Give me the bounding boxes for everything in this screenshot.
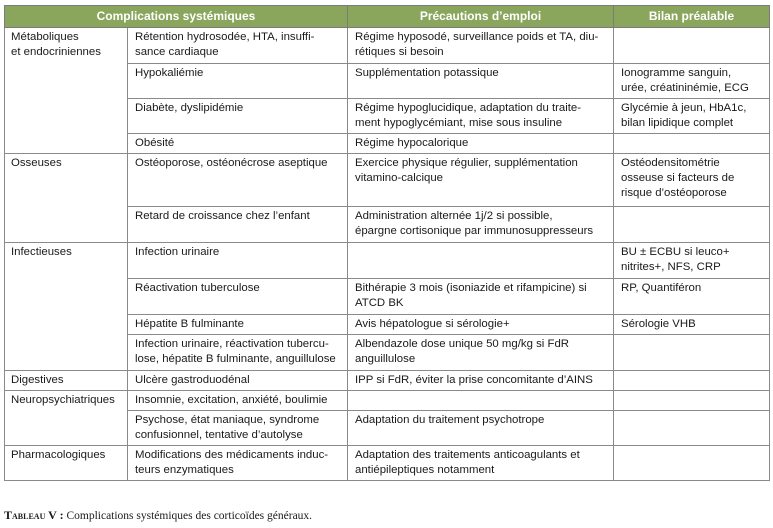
precaution-cell: Régime hypoglucidique, adaptation du traite- ment hypoglycémiant, mise sous insuline xyxy=(348,99,614,134)
precaution-cell: Régime hyposodé, surveillance poids et TA, diu- rétiques si besoin xyxy=(348,28,614,64)
complications-table xyxy=(4,5,770,481)
precaution-cell: Avis hépatologue si sérologie+ xyxy=(348,315,614,335)
bilan-cell xyxy=(614,134,770,154)
category-cell: Pharmacologiques xyxy=(5,446,128,481)
table-row xyxy=(5,243,770,279)
table-body xyxy=(5,28,770,481)
precaution-cell: Adaptation des traitements anticoagulants et antiépileptiques notamment xyxy=(348,446,614,481)
bilan-cell xyxy=(614,28,770,64)
category-cell: Osseuses xyxy=(5,154,128,243)
complication-cell: Modifications des médicaments induc- teurs enzymatiques xyxy=(128,446,348,481)
bilan-cell xyxy=(614,446,770,481)
bilan-cell xyxy=(614,335,770,371)
table-row xyxy=(5,154,770,207)
bilan-cell: RP, Quantiféron xyxy=(614,279,770,315)
precaution-cell xyxy=(348,243,614,279)
bilan-cell xyxy=(614,391,770,411)
complication-cell: Hypokaliémie xyxy=(128,64,348,99)
bilan-cell xyxy=(614,207,770,243)
complication-cell: Hépatite B fulminante xyxy=(128,315,348,335)
bilan-cell: Ionogramme sanguin, urée, créatininémie, ECG xyxy=(614,64,770,99)
bilan-cell: BU ± ECBU si leuco+ nitrites+, NFS, CRP xyxy=(614,243,770,279)
bilan-cell xyxy=(614,371,770,391)
precaution-cell: Albendazole dose unique 50 mg/kg si FdR anguillulose xyxy=(348,335,614,371)
precaution-cell: Supplémentation potassique xyxy=(348,64,614,99)
precaution-cell: Exercice physique régulier, supplémentation vitamino-calcique xyxy=(348,154,614,207)
bilan-cell xyxy=(614,411,770,446)
complication-cell: Obésité xyxy=(128,134,348,154)
table-row xyxy=(5,391,770,411)
complication-cell: Insomnie, excitation, anxiété, boulimie xyxy=(128,391,348,411)
complication-cell: Infection urinaire xyxy=(128,243,348,279)
bilan-cell: Sérologie VHB xyxy=(614,315,770,335)
table-row xyxy=(5,446,770,481)
precaution-cell: Administration alternée 1j/2 si possible, épargne cortisonique par immunosuppresseurs xyxy=(348,207,614,243)
bilan-cell: Ostéodensitométrie osseuse si facteurs de risque d’ostéoporose xyxy=(614,154,770,207)
category-cell: Infectieuses xyxy=(5,243,128,371)
complication-cell: Réactivation tuberculose xyxy=(128,279,348,315)
precaution-cell: Bithérapie 3 mois (isoniazide et rifampicine) si ATCD BK xyxy=(348,279,614,315)
precaution-cell xyxy=(348,391,614,411)
complication-cell: Infection urinaire, réactivation tubercu- lose, hépatite B fulminante, anguillulose xyxy=(128,335,348,371)
complications-table-container xyxy=(4,5,769,481)
complication-cell: Diabète, dyslipidémie xyxy=(128,99,348,134)
complication-cell: Ulcère gastroduodénal xyxy=(128,371,348,391)
precaution-cell: Régime hypocalorique xyxy=(348,134,614,154)
precaution-cell: IPP si FdR, éviter la prise concomitante d’AINS xyxy=(348,371,614,391)
caption-label: Tableau V : xyxy=(4,508,64,522)
complication-cell: Ostéoporose, ostéonécrose aseptique xyxy=(128,154,348,207)
header-row xyxy=(5,6,770,28)
complication-cell: Rétention hydrosodée, HTA, insuffi- sance cardiaque xyxy=(128,28,348,64)
header-bilan: Bilan préalable xyxy=(614,6,770,28)
caption-text: Complications systémiques des corticoïdes généraux. xyxy=(63,510,313,522)
complication-cell: Retard de croissance chez l’enfant xyxy=(128,207,348,243)
precaution-cell: Adaptation du traitement psychotrope xyxy=(348,411,614,446)
table-caption xyxy=(4,508,312,523)
table-row xyxy=(5,28,770,64)
header-precautions: Précautions d’emploi xyxy=(348,6,614,28)
complication-cell: Psychose, état maniaque, syndrome confusionnel, tentative d’autolyse xyxy=(128,411,348,446)
category-cell: Digestives xyxy=(5,371,128,391)
table-row xyxy=(5,371,770,391)
bilan-cell: Glycémie à jeun, HbA1c, bilan lipidique complet xyxy=(614,99,770,134)
category-cell: Métaboliques et endocriniennes xyxy=(5,28,128,154)
category-cell: Neuropsychiatriques xyxy=(5,391,128,446)
header-complications: Complications systémiques xyxy=(5,6,348,28)
